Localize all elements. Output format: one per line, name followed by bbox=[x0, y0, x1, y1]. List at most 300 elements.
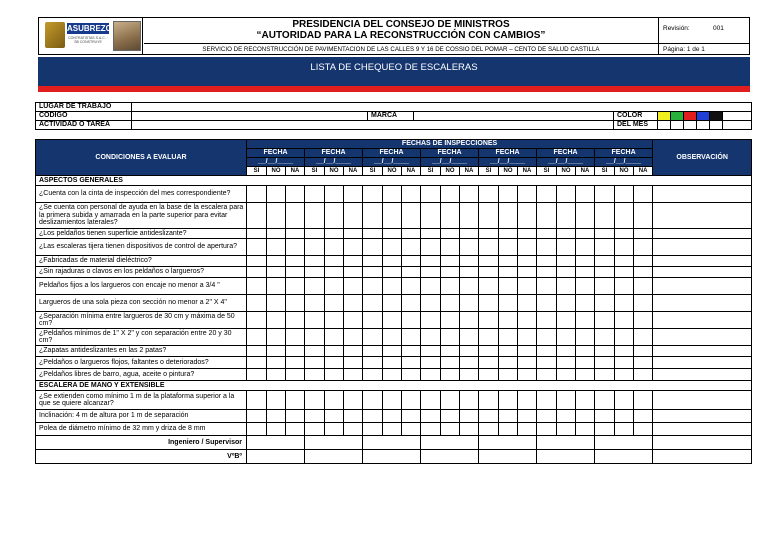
check-cell[interactable] bbox=[537, 423, 557, 436]
check-cell[interactable] bbox=[441, 186, 460, 203]
check-cell[interactable] bbox=[499, 410, 518, 423]
check-cell[interactable] bbox=[325, 357, 344, 369]
signature-cell[interactable] bbox=[363, 450, 421, 464]
check-cell[interactable] bbox=[344, 391, 363, 410]
check-cell[interactable] bbox=[595, 423, 615, 436]
check-cell[interactable] bbox=[383, 295, 402, 312]
check-cell[interactable] bbox=[383, 410, 402, 423]
check-cell[interactable] bbox=[344, 423, 363, 436]
check-cell[interactable] bbox=[595, 357, 615, 369]
check-cell[interactable] bbox=[325, 346, 344, 357]
signature-cell[interactable] bbox=[537, 436, 595, 450]
check-cell[interactable] bbox=[518, 278, 537, 295]
check-cell[interactable] bbox=[305, 186, 325, 203]
check-cell[interactable] bbox=[595, 203, 615, 229]
check-cell[interactable] bbox=[499, 312, 518, 329]
check-cell[interactable] bbox=[363, 278, 383, 295]
signature-cell[interactable] bbox=[247, 450, 305, 464]
marca-field[interactable] bbox=[414, 112, 614, 121]
check-cell[interactable] bbox=[518, 295, 537, 312]
fecha-date-field[interactable]: __/__/____ bbox=[479, 158, 537, 167]
check-cell[interactable] bbox=[557, 312, 576, 329]
check-cell[interactable] bbox=[383, 278, 402, 295]
check-cell[interactable] bbox=[421, 423, 441, 436]
check-cell[interactable] bbox=[479, 267, 499, 278]
check-cell[interactable] bbox=[479, 278, 499, 295]
check-cell[interactable] bbox=[634, 369, 653, 381]
check-cell[interactable] bbox=[576, 295, 595, 312]
check-cell[interactable] bbox=[421, 186, 441, 203]
mes-cell[interactable] bbox=[697, 121, 710, 130]
mes-cell[interactable] bbox=[671, 121, 684, 130]
check-cell[interactable] bbox=[634, 267, 653, 278]
check-cell[interactable] bbox=[460, 267, 479, 278]
check-cell[interactable] bbox=[247, 203, 267, 229]
check-cell[interactable] bbox=[402, 239, 421, 256]
check-cell[interactable] bbox=[247, 295, 267, 312]
check-cell[interactable] bbox=[363, 203, 383, 229]
observation-cell[interactable] bbox=[653, 256, 752, 267]
check-cell[interactable] bbox=[499, 295, 518, 312]
check-cell[interactable] bbox=[363, 346, 383, 357]
check-cell[interactable] bbox=[460, 391, 479, 410]
check-cell[interactable] bbox=[460, 423, 479, 436]
check-cell[interactable] bbox=[479, 357, 499, 369]
check-cell[interactable] bbox=[421, 329, 441, 346]
mes-cell[interactable] bbox=[710, 121, 723, 130]
check-cell[interactable] bbox=[305, 357, 325, 369]
signature-observation-cell[interactable] bbox=[653, 436, 752, 450]
check-cell[interactable] bbox=[634, 329, 653, 346]
check-cell[interactable] bbox=[537, 278, 557, 295]
check-cell[interactable] bbox=[615, 369, 634, 381]
check-cell[interactable] bbox=[460, 256, 479, 267]
check-cell[interactable] bbox=[383, 267, 402, 278]
check-cell[interactable] bbox=[286, 410, 305, 423]
observation-cell[interactable] bbox=[653, 329, 752, 346]
check-cell[interactable] bbox=[402, 369, 421, 381]
check-cell[interactable] bbox=[247, 239, 267, 256]
check-cell[interactable] bbox=[576, 369, 595, 381]
check-cell[interactable] bbox=[383, 256, 402, 267]
check-cell[interactable] bbox=[499, 267, 518, 278]
observation-cell[interactable] bbox=[653, 346, 752, 357]
check-cell[interactable] bbox=[267, 346, 286, 357]
check-cell[interactable] bbox=[441, 329, 460, 346]
check-cell[interactable] bbox=[479, 369, 499, 381]
check-cell[interactable] bbox=[286, 267, 305, 278]
check-cell[interactable] bbox=[344, 256, 363, 267]
check-cell[interactable] bbox=[363, 267, 383, 278]
check-cell[interactable] bbox=[305, 278, 325, 295]
check-cell[interactable] bbox=[421, 391, 441, 410]
signature-observation-cell[interactable] bbox=[653, 450, 752, 464]
check-cell[interactable] bbox=[479, 346, 499, 357]
check-cell[interactable] bbox=[537, 391, 557, 410]
check-cell[interactable] bbox=[441, 203, 460, 229]
check-cell[interactable] bbox=[499, 229, 518, 239]
check-cell[interactable] bbox=[247, 369, 267, 381]
check-cell[interactable] bbox=[247, 267, 267, 278]
check-cell[interactable] bbox=[286, 256, 305, 267]
check-cell[interactable] bbox=[557, 391, 576, 410]
check-cell[interactable] bbox=[460, 329, 479, 346]
check-cell[interactable] bbox=[267, 267, 286, 278]
check-cell[interactable] bbox=[557, 357, 576, 369]
check-cell[interactable] bbox=[460, 369, 479, 381]
check-cell[interactable] bbox=[421, 203, 441, 229]
observation-cell[interactable] bbox=[653, 391, 752, 410]
check-cell[interactable] bbox=[518, 391, 537, 410]
check-cell[interactable] bbox=[441, 278, 460, 295]
check-cell[interactable] bbox=[460, 229, 479, 239]
check-cell[interactable] bbox=[247, 410, 267, 423]
check-cell[interactable] bbox=[383, 369, 402, 381]
check-cell[interactable] bbox=[557, 410, 576, 423]
check-cell[interactable] bbox=[634, 186, 653, 203]
check-cell[interactable] bbox=[576, 203, 595, 229]
check-cell[interactable] bbox=[363, 329, 383, 346]
check-cell[interactable] bbox=[576, 410, 595, 423]
check-cell[interactable] bbox=[267, 391, 286, 410]
check-cell[interactable] bbox=[421, 369, 441, 381]
check-cell[interactable] bbox=[247, 256, 267, 267]
signature-cell[interactable] bbox=[247, 436, 305, 450]
check-cell[interactable] bbox=[557, 423, 576, 436]
check-cell[interactable] bbox=[537, 256, 557, 267]
check-cell[interactable] bbox=[402, 278, 421, 295]
check-cell[interactable] bbox=[460, 346, 479, 357]
check-cell[interactable] bbox=[402, 391, 421, 410]
check-cell[interactable] bbox=[402, 229, 421, 239]
check-cell[interactable] bbox=[557, 229, 576, 239]
check-cell[interactable] bbox=[615, 329, 634, 346]
check-cell[interactable] bbox=[479, 239, 499, 256]
check-cell[interactable] bbox=[634, 229, 653, 239]
signature-cell[interactable] bbox=[305, 436, 363, 450]
check-cell[interactable] bbox=[557, 346, 576, 357]
check-cell[interactable] bbox=[634, 391, 653, 410]
check-cell[interactable] bbox=[460, 357, 479, 369]
check-cell[interactable] bbox=[325, 423, 344, 436]
check-cell[interactable] bbox=[595, 229, 615, 239]
check-cell[interactable] bbox=[286, 203, 305, 229]
check-cell[interactable] bbox=[383, 239, 402, 256]
check-cell[interactable] bbox=[305, 229, 325, 239]
check-cell[interactable] bbox=[615, 203, 634, 229]
check-cell[interactable] bbox=[499, 346, 518, 357]
check-cell[interactable] bbox=[634, 256, 653, 267]
observation-cell[interactable] bbox=[653, 312, 752, 329]
check-cell[interactable] bbox=[383, 186, 402, 203]
check-cell[interactable] bbox=[441, 267, 460, 278]
check-cell[interactable] bbox=[383, 203, 402, 229]
check-cell[interactable] bbox=[557, 278, 576, 295]
signature-cell[interactable] bbox=[537, 450, 595, 464]
check-cell[interactable] bbox=[518, 256, 537, 267]
fecha-date-field[interactable]: __/__/____ bbox=[363, 158, 421, 167]
check-cell[interactable] bbox=[615, 256, 634, 267]
check-cell[interactable] bbox=[344, 229, 363, 239]
check-cell[interactable] bbox=[460, 410, 479, 423]
check-cell[interactable] bbox=[305, 267, 325, 278]
check-cell[interactable] bbox=[402, 357, 421, 369]
check-cell[interactable] bbox=[499, 256, 518, 267]
check-cell[interactable] bbox=[286, 295, 305, 312]
check-cell[interactable] bbox=[247, 346, 267, 357]
check-cell[interactable] bbox=[305, 423, 325, 436]
check-cell[interactable] bbox=[267, 256, 286, 267]
check-cell[interactable] bbox=[363, 239, 383, 256]
check-cell[interactable] bbox=[402, 256, 421, 267]
check-cell[interactable] bbox=[325, 312, 344, 329]
check-cell[interactable] bbox=[441, 391, 460, 410]
check-cell[interactable] bbox=[537, 410, 557, 423]
check-cell[interactable] bbox=[267, 186, 286, 203]
check-cell[interactable] bbox=[576, 267, 595, 278]
check-cell[interactable] bbox=[325, 229, 344, 239]
check-cell[interactable] bbox=[402, 312, 421, 329]
check-cell[interactable] bbox=[537, 229, 557, 239]
lugar-field[interactable] bbox=[132, 103, 752, 112]
check-cell[interactable] bbox=[402, 423, 421, 436]
check-cell[interactable] bbox=[441, 410, 460, 423]
check-cell[interactable] bbox=[576, 329, 595, 346]
check-cell[interactable] bbox=[499, 203, 518, 229]
check-cell[interactable] bbox=[537, 203, 557, 229]
check-cell[interactable] bbox=[615, 229, 634, 239]
check-cell[interactable] bbox=[402, 186, 421, 203]
check-cell[interactable] bbox=[305, 295, 325, 312]
check-cell[interactable] bbox=[286, 229, 305, 239]
check-cell[interactable] bbox=[518, 267, 537, 278]
check-cell[interactable] bbox=[383, 423, 402, 436]
signature-cell[interactable] bbox=[421, 450, 479, 464]
check-cell[interactable] bbox=[247, 312, 267, 329]
check-cell[interactable] bbox=[479, 295, 499, 312]
check-cell[interactable] bbox=[595, 267, 615, 278]
observation-cell[interactable] bbox=[653, 267, 752, 278]
check-cell[interactable] bbox=[286, 312, 305, 329]
check-cell[interactable] bbox=[499, 369, 518, 381]
check-cell[interactable] bbox=[634, 312, 653, 329]
signature-cell[interactable] bbox=[595, 450, 653, 464]
mes-cell[interactable] bbox=[723, 121, 752, 130]
check-cell[interactable] bbox=[518, 410, 537, 423]
observation-cell[interactable] bbox=[653, 369, 752, 381]
check-cell[interactable] bbox=[595, 391, 615, 410]
check-cell[interactable] bbox=[595, 256, 615, 267]
check-cell[interactable] bbox=[344, 329, 363, 346]
check-cell[interactable] bbox=[537, 369, 557, 381]
check-cell[interactable] bbox=[325, 329, 344, 346]
check-cell[interactable] bbox=[305, 256, 325, 267]
check-cell[interactable] bbox=[518, 346, 537, 357]
check-cell[interactable] bbox=[363, 391, 383, 410]
check-cell[interactable] bbox=[421, 278, 441, 295]
check-cell[interactable] bbox=[305, 312, 325, 329]
check-cell[interactable] bbox=[305, 346, 325, 357]
check-cell[interactable] bbox=[460, 312, 479, 329]
check-cell[interactable] bbox=[363, 256, 383, 267]
observation-cell[interactable] bbox=[653, 239, 752, 256]
check-cell[interactable] bbox=[267, 329, 286, 346]
check-cell[interactable] bbox=[479, 229, 499, 239]
check-cell[interactable] bbox=[286, 369, 305, 381]
check-cell[interactable] bbox=[267, 278, 286, 295]
check-cell[interactable] bbox=[325, 239, 344, 256]
check-cell[interactable] bbox=[518, 239, 537, 256]
check-cell[interactable] bbox=[537, 357, 557, 369]
check-cell[interactable] bbox=[518, 312, 537, 329]
check-cell[interactable] bbox=[537, 239, 557, 256]
check-cell[interactable] bbox=[286, 186, 305, 203]
check-cell[interactable] bbox=[267, 423, 286, 436]
mes-cell[interactable] bbox=[658, 121, 671, 130]
check-cell[interactable] bbox=[421, 410, 441, 423]
check-cell[interactable] bbox=[325, 267, 344, 278]
check-cell[interactable] bbox=[286, 239, 305, 256]
check-cell[interactable] bbox=[344, 267, 363, 278]
check-cell[interactable] bbox=[286, 423, 305, 436]
fecha-date-field[interactable]: __/__/____ bbox=[247, 158, 305, 167]
check-cell[interactable] bbox=[479, 203, 499, 229]
check-cell[interactable] bbox=[518, 369, 537, 381]
signature-cell[interactable] bbox=[479, 450, 537, 464]
check-cell[interactable] bbox=[537, 312, 557, 329]
check-cell[interactable] bbox=[344, 312, 363, 329]
check-cell[interactable] bbox=[421, 256, 441, 267]
check-cell[interactable] bbox=[344, 203, 363, 229]
fecha-date-field[interactable]: __/__/____ bbox=[595, 158, 653, 167]
check-cell[interactable] bbox=[344, 357, 363, 369]
check-cell[interactable] bbox=[305, 369, 325, 381]
check-cell[interactable] bbox=[344, 295, 363, 312]
check-cell[interactable] bbox=[344, 410, 363, 423]
check-cell[interactable] bbox=[557, 186, 576, 203]
check-cell[interactable] bbox=[267, 369, 286, 381]
check-cell[interactable] bbox=[615, 423, 634, 436]
check-cell[interactable] bbox=[634, 239, 653, 256]
check-cell[interactable] bbox=[286, 329, 305, 346]
check-cell[interactable] bbox=[421, 229, 441, 239]
check-cell[interactable] bbox=[537, 267, 557, 278]
check-cell[interactable] bbox=[634, 295, 653, 312]
check-cell[interactable] bbox=[479, 391, 499, 410]
check-cell[interactable] bbox=[595, 239, 615, 256]
check-cell[interactable] bbox=[518, 423, 537, 436]
check-cell[interactable] bbox=[247, 278, 267, 295]
check-cell[interactable] bbox=[267, 357, 286, 369]
check-cell[interactable] bbox=[595, 369, 615, 381]
check-cell[interactable] bbox=[325, 295, 344, 312]
check-cell[interactable] bbox=[479, 312, 499, 329]
check-cell[interactable] bbox=[286, 346, 305, 357]
check-cell[interactable] bbox=[441, 239, 460, 256]
observation-cell[interactable] bbox=[653, 410, 752, 423]
check-cell[interactable] bbox=[576, 256, 595, 267]
check-cell[interactable] bbox=[615, 312, 634, 329]
signature-cell[interactable] bbox=[595, 436, 653, 450]
check-cell[interactable] bbox=[595, 278, 615, 295]
check-cell[interactable] bbox=[557, 203, 576, 229]
check-cell[interactable] bbox=[344, 239, 363, 256]
check-cell[interactable] bbox=[344, 186, 363, 203]
observation-cell[interactable] bbox=[653, 278, 752, 295]
check-cell[interactable] bbox=[634, 410, 653, 423]
check-cell[interactable] bbox=[595, 312, 615, 329]
check-cell[interactable] bbox=[518, 203, 537, 229]
check-cell[interactable] bbox=[460, 295, 479, 312]
check-cell[interactable] bbox=[576, 239, 595, 256]
check-cell[interactable] bbox=[421, 357, 441, 369]
check-cell[interactable] bbox=[325, 203, 344, 229]
observation-cell[interactable] bbox=[653, 357, 752, 369]
check-cell[interactable] bbox=[615, 186, 634, 203]
check-cell[interactable] bbox=[383, 357, 402, 369]
check-cell[interactable] bbox=[441, 369, 460, 381]
check-cell[interactable] bbox=[576, 423, 595, 436]
check-cell[interactable] bbox=[421, 239, 441, 256]
check-cell[interactable] bbox=[499, 278, 518, 295]
observation-cell[interactable] bbox=[653, 203, 752, 229]
check-cell[interactable] bbox=[441, 312, 460, 329]
check-cell[interactable] bbox=[267, 229, 286, 239]
check-cell[interactable] bbox=[499, 391, 518, 410]
check-cell[interactable] bbox=[460, 186, 479, 203]
check-cell[interactable] bbox=[267, 203, 286, 229]
check-cell[interactable] bbox=[557, 267, 576, 278]
check-cell[interactable] bbox=[363, 410, 383, 423]
check-cell[interactable] bbox=[247, 329, 267, 346]
check-cell[interactable] bbox=[421, 267, 441, 278]
check-cell[interactable] bbox=[383, 229, 402, 239]
check-cell[interactable] bbox=[499, 357, 518, 369]
check-cell[interactable] bbox=[634, 357, 653, 369]
observation-cell[interactable] bbox=[653, 295, 752, 312]
check-cell[interactable] bbox=[615, 391, 634, 410]
check-cell[interactable] bbox=[325, 391, 344, 410]
check-cell[interactable] bbox=[499, 239, 518, 256]
check-cell[interactable] bbox=[402, 295, 421, 312]
check-cell[interactable] bbox=[537, 329, 557, 346]
check-cell[interactable] bbox=[441, 229, 460, 239]
check-cell[interactable] bbox=[305, 239, 325, 256]
check-cell[interactable] bbox=[576, 357, 595, 369]
check-cell[interactable] bbox=[634, 203, 653, 229]
check-cell[interactable] bbox=[267, 410, 286, 423]
check-cell[interactable] bbox=[402, 267, 421, 278]
check-cell[interactable] bbox=[576, 186, 595, 203]
check-cell[interactable] bbox=[441, 295, 460, 312]
observation-cell[interactable] bbox=[653, 186, 752, 203]
signature-cell[interactable] bbox=[305, 450, 363, 464]
check-cell[interactable] bbox=[363, 369, 383, 381]
signature-cell[interactable] bbox=[421, 436, 479, 450]
observation-cell[interactable] bbox=[653, 229, 752, 239]
check-cell[interactable] bbox=[576, 278, 595, 295]
check-cell[interactable] bbox=[325, 278, 344, 295]
check-cell[interactable] bbox=[557, 369, 576, 381]
check-cell[interactable] bbox=[325, 410, 344, 423]
check-cell[interactable] bbox=[557, 329, 576, 346]
check-cell[interactable] bbox=[518, 329, 537, 346]
check-cell[interactable] bbox=[557, 295, 576, 312]
check-cell[interactable] bbox=[247, 423, 267, 436]
mes-cell[interactable] bbox=[684, 121, 697, 130]
check-cell[interactable] bbox=[441, 423, 460, 436]
check-cell[interactable] bbox=[499, 186, 518, 203]
